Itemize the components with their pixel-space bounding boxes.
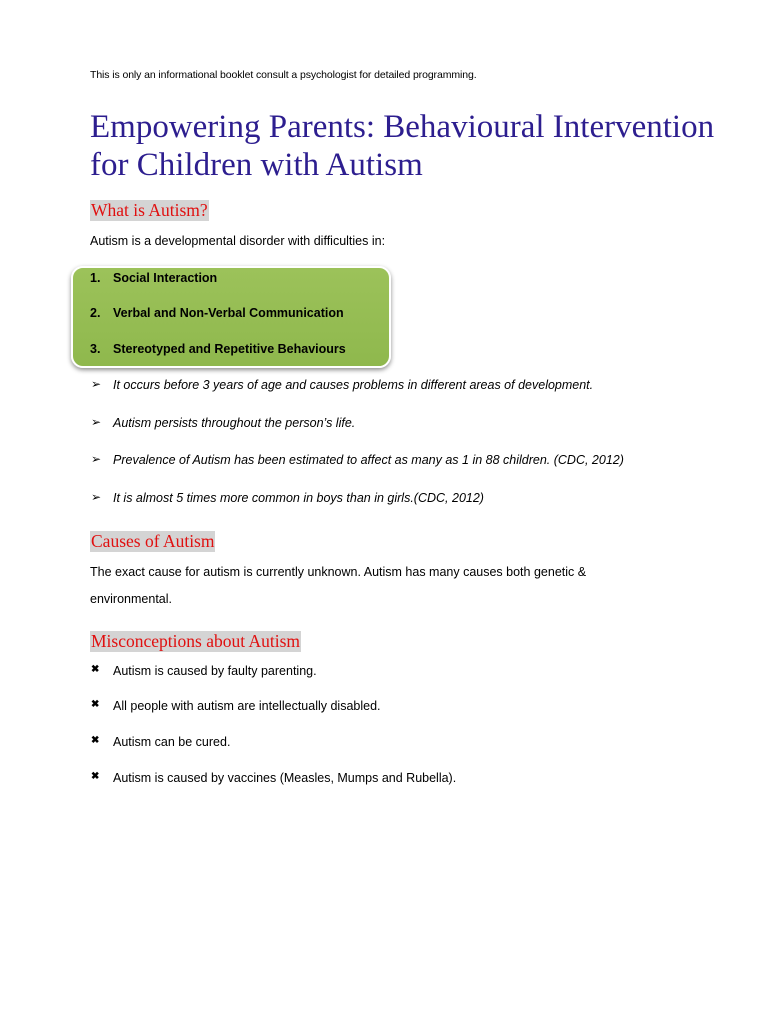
arrow-bullet-icon: ➢ (91, 377, 102, 391)
heading-misconceptions: Misconceptions about Autism (91, 631, 301, 651)
misconception-text: All people with autism are intellectually disabled. (113, 699, 381, 713)
fact-text: Prevalence of Autism has been estimated to affect as many as 1 in 88 children. (CDC, 2012) (113, 453, 624, 467)
cross-bullet-icon: ✖ (91, 699, 100, 710)
arrow-bullet-icon: ➢ (91, 490, 102, 504)
arrow-bullet-icon: ➢ (91, 415, 102, 429)
disclaimer-text: This is only an informational booklet consult a psychologist for detailed programming. (90, 69, 477, 81)
difficulty-number: 3. (90, 342, 101, 356)
autism-intro-text: Autism is a developmental disorder with difficulties in: (90, 234, 386, 248)
difficulty-item (90, 342, 346, 356)
misconception-text: Autism can be cured. (113, 735, 231, 749)
heading-causes-of-autism: Causes of Autism (91, 531, 215, 551)
difficulty-label: Social Interaction (113, 271, 218, 285)
arrow-bullet-icon: ➢ (91, 452, 102, 466)
misconception-text: Autism is caused by vaccines (Measles, Mumps and Rubella). (113, 771, 457, 785)
fact-text: Autism persists throughout the person’s life. (113, 416, 356, 430)
fact-text: It occurs before 3 years of age and causes problems in different areas of development. (113, 378, 594, 392)
difficulty-number: 1. (90, 271, 101, 285)
causes-text: The exact cause for autism is currently unknown. Autism has many causes both genetic & environmental. (90, 565, 587, 606)
difficulty-label: Stereotyped and Repetitive Behaviours (113, 342, 346, 356)
difficulty-number: 2. (90, 306, 101, 320)
difficulty-label: Verbal and Non-Verbal Communication (113, 306, 344, 320)
cross-bullet-icon: ✖ (91, 735, 100, 746)
page-title: Empowering Parents: Behavioural Intervention for Children with Autism (90, 109, 715, 183)
difficulty-item (90, 306, 344, 320)
heading-what-is-autism: What is Autism? (91, 200, 208, 220)
cross-bullet-icon: ✖ (91, 771, 100, 782)
cross-bullet-icon: ✖ (91, 664, 100, 675)
misconception-text: Autism is caused by faulty parenting. (113, 664, 317, 678)
fact-text: It is almost 5 times more common in boys than in girls.(CDC, 2012) (113, 491, 484, 505)
difficulty-item (90, 271, 217, 285)
